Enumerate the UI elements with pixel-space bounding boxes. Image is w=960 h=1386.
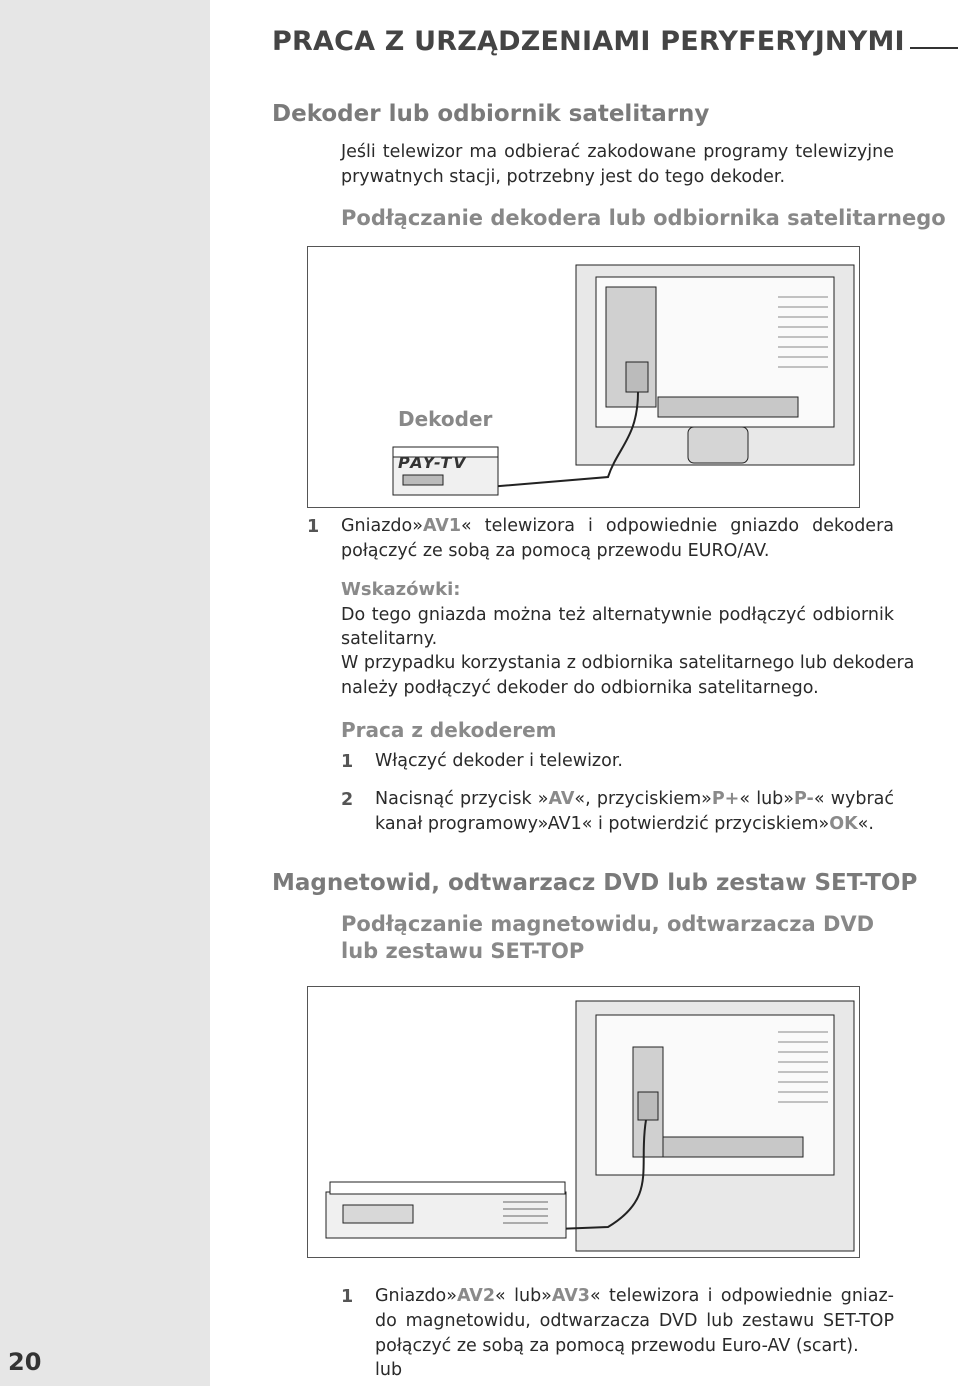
step-text: połączyć ze sobą za pomocą przewodu EURO/AV. <box>341 541 770 561</box>
step-text: kanał programowy»AV1« i potwierdzić przyciskiem»OK«. <box>375 814 874 834</box>
step-text: Nacisnąć przycisk »AV«, przyciskiem»P+« lub»P-« wybrać <box>375 789 895 809</box>
step-number: 1 <box>341 1287 354 1307</box>
step-text: do magnetowidu, odtwarzacza DVD lub zestawu SET-TOP <box>375 1311 894 1331</box>
vcr-connection-figure <box>307 986 860 1258</box>
tv-vcr-illustration <box>308 987 861 1259</box>
step-text: Gniazdo»AV1« telewizora i odpowiednie gniazdo dekodera <box>341 516 894 536</box>
operation-heading: Praca z dekoderem <box>341 718 557 742</box>
note-line: Do tego gniazda można też alternatywnie podłączyć odbiornik <box>341 605 894 625</box>
page-number: 20 <box>8 1348 42 1376</box>
notes-heading: Wskazówki: <box>341 579 461 600</box>
step-number: 1 <box>307 517 320 537</box>
subheading-vcr-connection: lub zestawu SET-TOP <box>341 939 585 963</box>
subheading-vcr-connection: Podłączanie magnetowidu, odtwarzacza DVD <box>341 912 875 936</box>
section-heading-decoder: Dekoder lub odbiornik satelitarny <box>272 101 710 127</box>
page-title: PRACA Z URZĄDZENIAMI PERYFERYJNYMI <box>272 26 905 57</box>
page-sidebar <box>0 0 210 1386</box>
subheading-decoder-connection: Podłączanie dekodera lub odbiornika satelitarnego <box>341 206 946 230</box>
step-text: lub <box>375 1360 403 1380</box>
intro-line: Jeśli telewizor ma odbierać zakodowane programy telewizyjne <box>341 142 894 162</box>
paytv-box-label: PAY-TV <box>398 453 468 472</box>
step-text: połączyć ze sobą za pomocą przewodu Euro-AV (scart). <box>375 1336 859 1356</box>
decoder-label: Dekoder <box>398 407 493 431</box>
step-number: 1 <box>341 752 354 772</box>
step-number: 2 <box>341 790 354 810</box>
decoder-connection-figure <box>307 246 860 508</box>
tv-decoder-illustration <box>308 247 861 509</box>
note-line: W przypadku korzystania z odbiornika satelitarnego lub dekodera <box>341 653 915 673</box>
section-heading-vcr: Magnetowid, odtwarzacz DVD lub zestaw SET-TOP <box>272 870 918 896</box>
note-line: należy podłączyć dekoder do odbiornika satelitarnego. <box>341 678 819 698</box>
title-rule <box>910 47 958 49</box>
step-text: Gniazdo»AV2« lub»AV3« telewizora i odpowiednie gniaz- <box>375 1286 894 1306</box>
intro-line: prywatnych stacji, potrzebny jest do tego dekoder. <box>341 167 786 187</box>
step-text: Włączyć dekoder i telewizor. <box>375 751 623 771</box>
note-line: satelitarny. <box>341 629 438 649</box>
